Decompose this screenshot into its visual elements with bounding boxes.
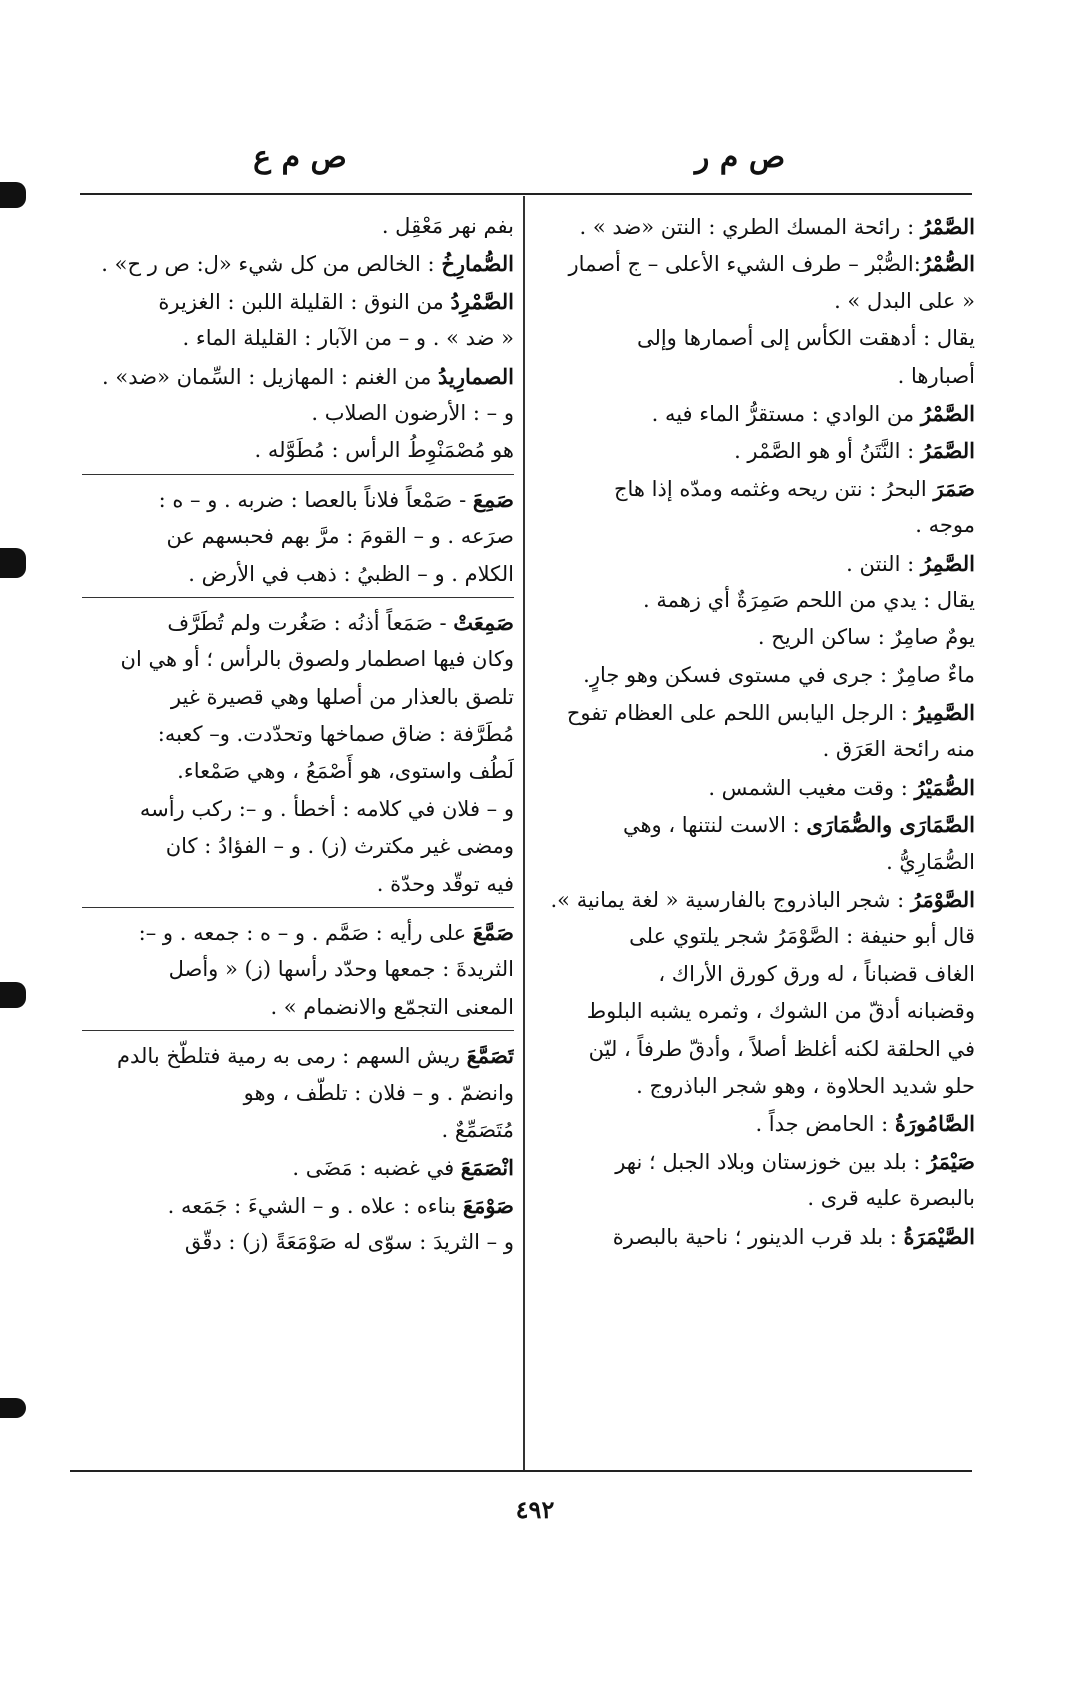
entry-text: وقضبانه أدقّ من الشوك ، وثمره يشبه البلوط — [586, 999, 975, 1024]
entry-text: حلو شديد الحلاوة ، وهو شجر الباذروج . — [636, 1073, 975, 1098]
entry-text: لَطُف واستوى، هو أَصْمَعُ ، وهي صَمْعاء. — [177, 759, 514, 784]
text-line — [82, 1224, 514, 1261]
entry-headword: صَمِعَتْ — [453, 609, 514, 635]
entry-text: يقال : يدي من اللحم صَمِرَةٌ أي زهمة . — [643, 587, 975, 612]
entry-text: : بلد بين خوزستان وبلاد الجبل ؛ نهر — [615, 1149, 928, 1174]
entry-text: وكان فيها اصطمار ولصوق بالرأس ؛ أو هي ان — [120, 647, 514, 672]
entry-text: : النتن . — [846, 551, 921, 576]
text-line — [535, 507, 975, 544]
text-line — [535, 881, 975, 918]
entry-headword: الصَّيْمَرَةُ — [903, 1223, 975, 1249]
text-line — [82, 1187, 514, 1224]
text-line — [535, 245, 975, 282]
text-line — [82, 753, 514, 790]
text-line — [535, 208, 975, 245]
entry-headword: الصُّمَيْرُ — [914, 774, 975, 800]
entry-headword: الصَّمَرُ — [920, 438, 975, 464]
entry-headword: الصمارِيدُ — [438, 363, 514, 389]
text-line — [82, 395, 514, 432]
text-line — [82, 283, 514, 320]
entry-text: أصبارها . — [897, 363, 975, 388]
entry-text: : الرجل اليابس اللحم على العظام تفوح — [566, 701, 915, 726]
entry-text: : الخالص من كل شيء «ل: ص ر ح» . — [101, 252, 442, 277]
entry-text: مُتَصَمِّعٌ . — [441, 1117, 514, 1142]
entry-text: « ضد » . و – من الآبار : القليلة الماء . — [182, 326, 514, 351]
entry-text: ريش السهم : رمى به رمية فتلطّخ بالدم — [117, 1044, 467, 1069]
entry-text: فيه توقّد وحدّة . — [376, 871, 514, 896]
text-line — [82, 604, 514, 641]
entry-text: مُطَرَّفة : ضاق صماخها وتحدّدت. و– كعبه: — [157, 722, 514, 747]
entry-text: بناءه : علاه . و – الشيءَ : جَمَعه . — [167, 1193, 463, 1218]
entry-text: : الاست لنتنها ، وهي — [622, 813, 807, 838]
entry-text: موجه . — [915, 513, 975, 538]
text-line — [535, 844, 975, 881]
text-line — [82, 358, 514, 395]
text-line — [82, 1075, 514, 1112]
text-line — [82, 518, 514, 555]
entry-text: وانضمّ . و – فلان : تلطّف ، وهو — [243, 1080, 514, 1105]
text-line — [535, 358, 975, 395]
text-line — [82, 481, 514, 518]
text-line — [82, 1149, 514, 1186]
entry-headword: الصَّوْمَرُ — [910, 887, 975, 913]
entry-text: بفم نهر مَعْقِل . — [381, 214, 514, 238]
entry-text: منه رائحة العَرَق . — [822, 737, 975, 762]
entry-text: : النَّتَنُ أو هو الصَّمْر . — [734, 439, 921, 464]
text-line — [535, 993, 975, 1030]
edge-mark — [0, 182, 26, 208]
text-line — [535, 470, 975, 507]
entry-headword: الصَّامُورَةُ — [894, 1111, 975, 1137]
text-line — [82, 245, 514, 282]
entry-text: : وقت مغيب الشمس . — [708, 775, 915, 800]
right-column-headword: ص م ر — [694, 140, 786, 175]
entry-headword: صَيْمَرُ — [927, 1148, 975, 1174]
entry-headword: صَمِعَ — [472, 486, 514, 512]
text-line — [535, 1068, 975, 1105]
entry-text: هو مُصْمَنْوِطُ الرأس : مُطَوَّله . — [254, 438, 514, 463]
text-line — [535, 918, 975, 955]
text-line — [82, 951, 514, 988]
entry-text: « على البدل » . — [834, 288, 975, 313]
entry-text: - صَمَعاً أذنُه : صَغُرت ولم تُطَرَّف — [167, 610, 454, 635]
entry-text: و – فلان في كلامه : أخطأ . و –: ركب رأسه — [139, 796, 514, 821]
text-line — [535, 1218, 975, 1255]
edge-mark — [0, 548, 26, 578]
left-column-headword: ص م ع — [253, 140, 347, 175]
entry-separator — [82, 597, 514, 598]
entry-text: بالبصرة عليه قرى . — [807, 1186, 975, 1211]
text-line — [535, 432, 975, 469]
text-line — [82, 989, 514, 1026]
text-line — [82, 1112, 514, 1149]
text-line — [535, 1180, 975, 1217]
edge-mark — [0, 1398, 26, 1418]
text-line — [535, 769, 975, 806]
text-line — [82, 791, 514, 828]
text-line — [535, 956, 975, 993]
text-line — [535, 657, 975, 694]
edge-mark — [0, 982, 26, 1008]
entry-separator — [82, 907, 514, 908]
entry-text: في غضبه : مَضَى . — [292, 1156, 461, 1181]
entry-headword: الصَّمِيرُ — [914, 700, 975, 726]
text-line — [82, 914, 514, 951]
text-line — [82, 866, 514, 903]
entry-headword: صَوْمَعَ — [462, 1192, 514, 1218]
page-number: ٤٩٢ — [515, 1495, 555, 1524]
entry-text: و – الثريدَ : سوّى له صَوْمَعَةً (ز) : دقّق — [184, 1230, 514, 1255]
entry-headword: الصُّمارِخُ — [441, 251, 514, 277]
text-line — [535, 320, 975, 357]
entry-text: صرَعه . و – القومَ : مرَّ بهم فحبسهم عن — [166, 524, 514, 549]
text-line — [82, 641, 514, 678]
entry-text: و – : الأرضون الصلاب . — [311, 400, 514, 425]
entry-text: الصُّمَارِيُّ . — [886, 849, 975, 874]
entry-text: ومضى غير مكترث (ز) . و – الفؤادُ : كان — [165, 834, 514, 859]
entry-text: يقال : أدهقت الكأس إلى أصمارها وإلى — [636, 326, 975, 351]
entry-headword: الصَّمْرُ — [920, 400, 975, 426]
entry-text: :الصُّبْر – طرف الشيء الأعلى – ج أصمار — [568, 252, 921, 277]
entry-text: يومٌ صامِرٌ : ساكن الريح . — [757, 625, 975, 650]
text-line — [535, 619, 975, 656]
entry-text: الغاف قضباناً ، له ورق كورق الأراك ، — [658, 961, 975, 986]
entry-separator — [82, 474, 514, 475]
text-line — [535, 1143, 975, 1180]
entry-headword: تَصَمَّعَ — [466, 1043, 514, 1069]
entry-text: من الوادي : مستقرُّ الماء فيه . — [651, 401, 921, 426]
entry-text: على رأيه : صَمَّم . و – ه : جمعه . و –: — [138, 921, 473, 946]
bottom-rule — [70, 1470, 972, 1472]
entry-headword: انْصَمَعَ — [460, 1155, 514, 1181]
text-line — [535, 694, 975, 731]
column-divider — [523, 196, 525, 1470]
entry-headword: الصُّمْرُ — [920, 251, 975, 277]
entry-text: الثريدةَ : جمعها وحدّد رأسها (ز) « وأصل — [168, 957, 514, 982]
entry-headword: الصَّمَارَى والصُّمَارَى — [806, 812, 975, 838]
text-line — [82, 556, 514, 593]
text-line — [535, 582, 975, 619]
text-line — [535, 1105, 975, 1142]
entry-text: - صَمْعاً فلاناً بالعصا : ضربه . و – ه : — [158, 487, 473, 512]
text-line — [535, 806, 975, 843]
text-line — [82, 679, 514, 716]
entry-headword: صَمَّعَ — [472, 920, 514, 946]
entry-text: قال أبو حنيفة : الصَّوْمَرُ شجر يلتوي على — [629, 924, 975, 949]
entry-text: : رائحة المسك الطري : النتن «ضد » . — [579, 215, 921, 239]
entry-text: في الحلقة لكنه أغلظ أصلاً ، وأدقّ طرفاً ، ليّن — [588, 1036, 975, 1061]
entry-text: تلصق بالعذار من أصلها وهي قصيرة غير — [170, 684, 514, 709]
text-line — [535, 395, 975, 432]
entry-text: ماءٌ صامِرٌ : جرى في مستوى فسكن وهو جارٍ. — [583, 662, 975, 687]
text-line — [535, 283, 975, 320]
text-line — [82, 828, 514, 865]
entry-text: من الغنم : المهازيل : السِّمان «ضد» . — [102, 364, 438, 389]
text-line — [82, 1037, 514, 1074]
entry-text: : بلد قرب الدينور ؛ ناحية بالبصرة — [612, 1224, 904, 1249]
entry-headword: الصَّمْرُ — [920, 214, 975, 239]
entry-text: الكلام . و – الظبيُ : ذهب في الأرض . — [188, 561, 514, 586]
entry-text: من النوق : القليلة اللبن : الغزيرة — [158, 289, 451, 314]
entry-separator — [82, 1030, 514, 1031]
text-line — [535, 1031, 975, 1068]
text-line — [535, 731, 975, 768]
text-line — [82, 432, 514, 469]
entry-text: البحرُ : نتن ريحه وغثمه ومدّه إذا هاج — [613, 476, 934, 501]
text-line — [82, 320, 514, 357]
text-line — [82, 716, 514, 753]
right-column — [535, 208, 975, 1255]
entry-text: : الحامض جداً . — [755, 1112, 895, 1137]
left-column — [82, 208, 514, 1262]
entry-headword: الصَّمْرِدُ — [450, 288, 514, 314]
entry-text: المعنى التجمّع والانضمام » . — [270, 994, 514, 1019]
text-line — [82, 208, 514, 245]
entry-text: : شجر الباذروج بالفارسية « لغة يمانية ». — [550, 888, 911, 913]
top-rule — [80, 193, 972, 195]
entry-headword: الصَّمِرُ — [920, 550, 975, 576]
entry-headword: صَمَرَ — [933, 475, 975, 501]
text-line — [535, 545, 975, 582]
